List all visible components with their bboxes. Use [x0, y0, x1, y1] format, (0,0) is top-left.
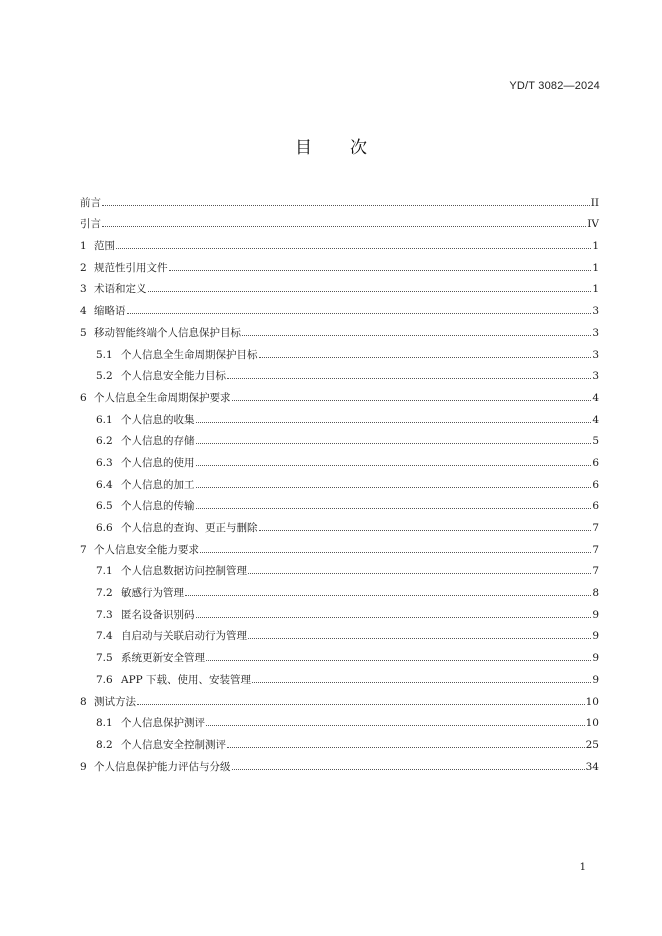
toc-entry-number: 7.1: [96, 565, 113, 578]
toc-entry[interactable]: [80, 274, 599, 296]
toc-dot-leader: [259, 530, 592, 531]
toc-entry[interactable]: [80, 577, 599, 599]
toc-entry[interactable]: [80, 361, 599, 383]
title-char-2: 次: [350, 138, 367, 158]
toc-dot-leader: [185, 595, 591, 596]
toc-entry[interactable]: [80, 512, 599, 534]
toc-entry-page: 9: [592, 630, 599, 643]
toc-entry-number: 8.1: [96, 717, 113, 730]
toc-entry[interactable]: [80, 404, 599, 426]
toc-dot-leader: [232, 400, 592, 401]
toc-dot-leader: [227, 378, 591, 379]
toc-entry-number: 7.2: [96, 587, 113, 600]
toc-dot-leader: [248, 573, 591, 574]
toc-entry-number: 2: [80, 261, 87, 274]
toc-dot-leader: [252, 682, 591, 683]
toc-entry-number: 1: [80, 240, 87, 253]
toc-entry-number: 6.6: [96, 522, 113, 534]
toc-entry-label: 测试方法: [94, 695, 136, 708]
toc-entry-number: 7.5: [96, 652, 113, 665]
toc-dot-leader: [227, 747, 585, 748]
toc-entry[interactable]: [80, 708, 599, 730]
toc-entry-number: 8.2: [96, 738, 113, 751]
toc-dot-leader: [196, 422, 592, 423]
toc-entry-number: 5: [80, 326, 87, 339]
toc-entry-label: 个人信息数据访问控制管理: [121, 565, 247, 578]
page-title: [0, 133, 662, 158]
title-char-1: 目: [295, 138, 312, 158]
toc-entry[interactable]: [80, 382, 599, 404]
toc-entry-label: 个人信息的查询、更正与删除: [121, 522, 258, 534]
toc-dot-leader: [242, 335, 591, 336]
toc-entry-label: 范围: [94, 240, 115, 253]
toc-dot-leader: [196, 465, 592, 466]
toc-entry-label: 敏感行为管理: [121, 587, 184, 600]
toc-entry-label: 个人信息安全能力要求: [94, 543, 199, 556]
toc-entry-label: 个人信息的使用: [121, 456, 195, 469]
toc-entry-label: 个人信息的收集: [121, 413, 195, 426]
toc-dot-leader: [102, 205, 590, 206]
toc-dot-leader: [248, 638, 591, 639]
toc-entry[interactable]: [80, 642, 599, 664]
toc-entry-number: 7.4: [96, 630, 113, 643]
toc-entry-page: 4: [592, 413, 599, 426]
toc-entry-label: 个人信息全生命周期保护目标: [121, 348, 258, 361]
toc-entry-label: 自启动与关联启动行为管理: [121, 630, 247, 643]
toc-dot-leader: [102, 226, 586, 227]
toc-entry-page: 9: [592, 673, 599, 686]
toc-dot-leader: [196, 443, 592, 444]
toc-dot-leader: [206, 725, 585, 726]
toc-entry-label: 移动智能终端个人信息保护目标: [94, 326, 241, 339]
toc-entry[interactable]: [80, 426, 599, 448]
toc-entry-number: 4: [80, 305, 87, 318]
toc-dot-leader: [196, 487, 592, 488]
toc-entry-label: 术语和定义: [94, 283, 147, 296]
toc-dot-leader: [259, 357, 592, 358]
toc-dot-leader: [116, 248, 591, 249]
toc-entry-label: 个人信息的加工: [121, 478, 195, 491]
toc-dot-leader: [206, 660, 591, 661]
toc-entry-label: 系统更新安全管理: [121, 652, 205, 665]
toc-entry[interactable]: [80, 621, 599, 643]
toc-entry[interactable]: [80, 187, 599, 209]
toc-entry-page: 6: [592, 456, 599, 469]
toc-entry-page: IV: [587, 218, 599, 231]
toc-entry-label: 个人信息安全能力目标: [121, 370, 226, 383]
toc-entry-page: 1: [592, 283, 599, 296]
toc-entry[interactable]: [80, 469, 599, 491]
toc-entry-page: 10: [585, 695, 599, 708]
toc-entry-label: 规范性引用文件: [94, 261, 168, 274]
toc-dot-leader: [169, 270, 592, 271]
toc-dot-leader: [196, 508, 592, 509]
toc-dot-leader: [196, 617, 592, 618]
toc-entry-page: 7: [592, 522, 599, 534]
toc-entry-number: 3: [80, 283, 87, 296]
table-of-contents: [80, 187, 599, 773]
toc-entry-label: 前言: [80, 196, 101, 209]
toc-entry-page: 10: [585, 717, 599, 730]
toc-entry-number: 5.2: [96, 370, 113, 383]
toc-entry-page: 5: [592, 435, 599, 448]
toc-entry-page: 25: [585, 738, 599, 751]
toc-entry-number: 6.2: [96, 435, 113, 448]
toc-entry-page: 9: [592, 608, 599, 621]
toc-entry[interactable]: [80, 751, 599, 773]
toc-entry-page: II: [590, 196, 599, 209]
toc-entry[interactable]: [80, 339, 599, 361]
toc-entry[interactable]: [80, 599, 599, 621]
toc-entry[interactable]: [80, 209, 599, 231]
toc-entry[interactable]: [80, 317, 599, 339]
toc-entry-label: 个人信息安全控制测评: [121, 738, 226, 751]
toc-entry-label: APP 下载、使用、安装管理: [121, 673, 252, 686]
toc-dot-leader: [232, 769, 585, 770]
toc-entry-page: 3: [592, 348, 599, 361]
toc-dot-leader: [127, 313, 592, 314]
toc-entry-page: 6: [592, 478, 599, 491]
toc-entry-label: 引言: [80, 218, 101, 231]
toc-entry-page: 4: [592, 391, 599, 404]
page-number: 1: [579, 862, 586, 873]
document-code: YD/T 3082—2024: [509, 80, 600, 92]
toc-entry-page: 1: [592, 240, 599, 253]
toc-entry-page: 3: [592, 326, 599, 339]
toc-entry-page: 8: [592, 587, 599, 600]
toc-entry-number: 9: [80, 760, 87, 773]
toc-entry-page: 6: [592, 500, 599, 513]
toc-entry[interactable]: [80, 534, 599, 556]
toc-entry-number: 5.1: [96, 348, 113, 361]
toc-entry-number: 8: [80, 695, 87, 708]
toc-entry-label: 个人信息保护能力评估与分级: [94, 760, 231, 773]
toc-entry[interactable]: [80, 686, 599, 708]
toc-dot-leader: [148, 291, 592, 292]
toc-entry-page: 7: [592, 543, 599, 556]
toc-entry-page: 9: [592, 652, 599, 665]
toc-dot-leader: [200, 552, 591, 553]
toc-entry-page: 1: [592, 261, 599, 274]
toc-entry[interactable]: [80, 664, 599, 686]
toc-entry-label: 匿名设备识别码: [121, 608, 195, 621]
toc-entry-label: 个人信息的存储: [121, 435, 195, 448]
toc-entry-number: 7.6: [96, 673, 113, 686]
toc-entry-page: 3: [592, 370, 599, 383]
toc-entry-label: 个人信息保护测评: [121, 717, 205, 730]
toc-entry-number: 6.4: [96, 478, 113, 491]
toc-entry[interactable]: [80, 295, 599, 317]
toc-entry-number: 7.3: [96, 608, 113, 621]
toc-entry-number: 6: [80, 391, 87, 404]
toc-entry-label: 个人信息全生命周期保护要求: [94, 391, 231, 404]
toc-entry-page: 7: [592, 565, 599, 578]
toc-entry-number: 6.3: [96, 456, 113, 469]
toc-entry-page: 3: [592, 305, 599, 318]
toc-entry[interactable]: [80, 252, 599, 274]
toc-entry-label: 缩略语: [94, 305, 126, 318]
toc-dot-leader: [137, 704, 585, 705]
toc-entry-page: 34: [585, 760, 599, 773]
toc-entry-number: 7: [80, 543, 87, 556]
toc-entry[interactable]: [80, 491, 599, 513]
toc-entry[interactable]: [80, 447, 599, 469]
toc-entry[interactable]: [80, 230, 599, 252]
toc-entry[interactable]: [80, 556, 599, 578]
toc-entry-number: 6.1: [96, 413, 113, 426]
toc-entry-label: 个人信息的传输: [121, 500, 195, 513]
toc-entry[interactable]: [80, 729, 599, 751]
toc-entry-number: 6.5: [96, 500, 113, 513]
